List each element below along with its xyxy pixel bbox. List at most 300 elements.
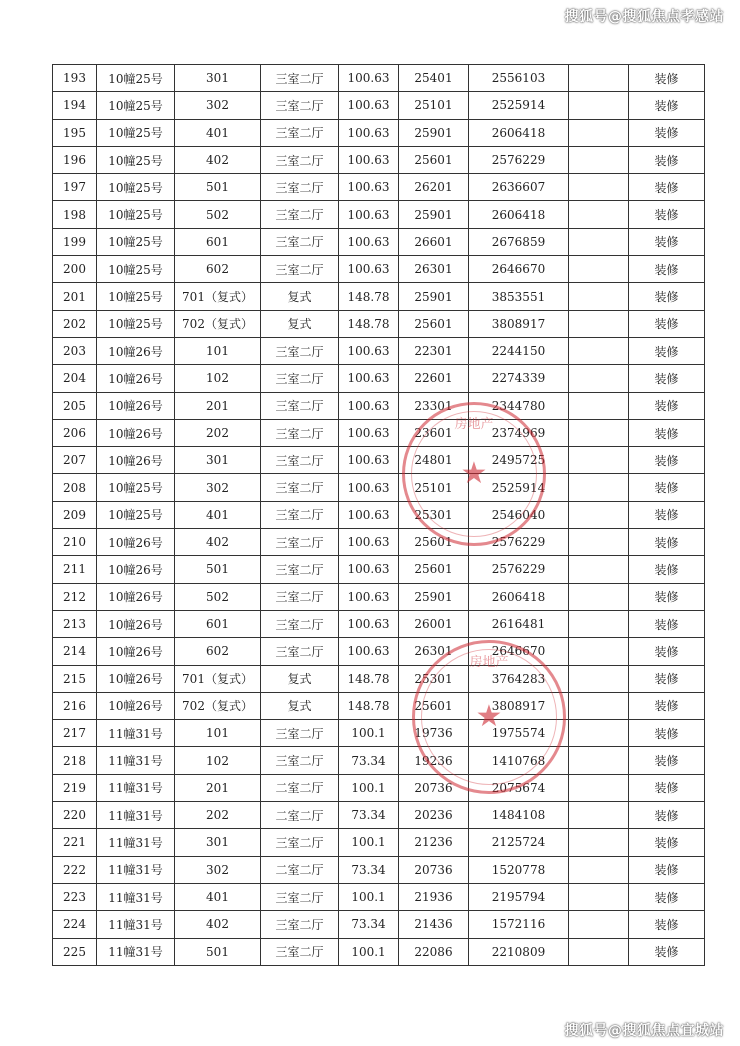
cell-price: 26601 <box>399 228 469 255</box>
cell-decoration: 装修 <box>629 665 705 692</box>
cell-no: 208 <box>53 474 97 501</box>
table-row <box>53 92 705 119</box>
cell-price: 25101 <box>399 92 469 119</box>
cell-total: 1410768 <box>469 747 569 774</box>
cell-building: 11幢31号 <box>97 720 175 747</box>
cell-total: 3764283 <box>469 665 569 692</box>
table-row <box>53 447 705 474</box>
cell-area: 100.63 <box>339 583 399 610</box>
cell-total: 1520778 <box>469 856 569 883</box>
cell-room: 701（复式） <box>175 665 261 692</box>
cell-no: 209 <box>53 501 97 528</box>
cell-area: 100.63 <box>339 146 399 173</box>
cell-building: 10幢25号 <box>97 201 175 228</box>
cell-no: 214 <box>53 638 97 665</box>
cell-type: 三室二厅 <box>261 720 339 747</box>
cell-total: 2646670 <box>469 256 569 283</box>
cell-total: 2606418 <box>469 119 569 146</box>
cell-total: 2495725 <box>469 447 569 474</box>
table-row <box>53 856 705 883</box>
cell-room: 102 <box>175 365 261 392</box>
cell-price: 25601 <box>399 692 469 719</box>
cell-room: 202 <box>175 802 261 829</box>
cell-building: 10幢25号 <box>97 174 175 201</box>
cell-no: 220 <box>53 802 97 829</box>
cell-decoration: 装修 <box>629 774 705 801</box>
cell-blank <box>569 911 629 938</box>
cell-type: 三室二厅 <box>261 638 339 665</box>
cell-total: 1484108 <box>469 802 569 829</box>
cell-blank <box>569 228 629 255</box>
cell-total: 3808917 <box>469 692 569 719</box>
table-row <box>53 419 705 446</box>
cell-building: 10幢25号 <box>97 501 175 528</box>
watermark-bottom: 搜狐号@搜狐焦点宜城站 <box>564 1023 724 1039</box>
cell-type: 三室二厅 <box>261 119 339 146</box>
cell-total: 2676859 <box>469 228 569 255</box>
cell-area: 100.63 <box>339 419 399 446</box>
cell-area: 100.63 <box>339 392 399 419</box>
cell-type: 复式 <box>261 665 339 692</box>
cell-type: 三室二厅 <box>261 146 339 173</box>
cell-type: 三室二厅 <box>261 529 339 556</box>
cell-decoration: 装修 <box>629 529 705 556</box>
cell-type: 三室二厅 <box>261 883 339 910</box>
cell-room: 401 <box>175 501 261 528</box>
cell-type: 三室二厅 <box>261 501 339 528</box>
cell-building: 10幢26号 <box>97 610 175 637</box>
cell-area: 100.63 <box>339 556 399 583</box>
table-row <box>53 747 705 774</box>
table-row <box>53 65 705 92</box>
cell-no: 221 <box>53 829 97 856</box>
cell-total: 2195794 <box>469 883 569 910</box>
cell-decoration: 装修 <box>629 692 705 719</box>
cell-total: 2636607 <box>469 174 569 201</box>
cell-type: 二室二厅 <box>261 802 339 829</box>
cell-no: 223 <box>53 883 97 910</box>
cell-decoration: 装修 <box>629 146 705 173</box>
cell-building: 10幢25号 <box>97 474 175 501</box>
cell-decoration: 装修 <box>629 92 705 119</box>
cell-total: 2344780 <box>469 392 569 419</box>
cell-blank <box>569 392 629 419</box>
cell-area: 100.63 <box>339 638 399 665</box>
table-row <box>53 583 705 610</box>
cell-area: 100.1 <box>339 774 399 801</box>
cell-area: 100.63 <box>339 447 399 474</box>
cell-type: 二室二厅 <box>261 856 339 883</box>
cell-type: 三室二厅 <box>261 747 339 774</box>
cell-room: 502 <box>175 583 261 610</box>
cell-blank <box>569 474 629 501</box>
red-seal-upper <box>402 402 546 546</box>
cell-decoration: 装修 <box>629 228 705 255</box>
table-row <box>53 174 705 201</box>
cell-building: 11幢31号 <box>97 747 175 774</box>
table-row <box>53 720 705 747</box>
cell-decoration: 装修 <box>629 119 705 146</box>
cell-no: 204 <box>53 365 97 392</box>
cell-type: 三室二厅 <box>261 911 339 938</box>
cell-price: 25301 <box>399 501 469 528</box>
cell-price: 20736 <box>399 774 469 801</box>
cell-no: 224 <box>53 911 97 938</box>
cell-total: 3808917 <box>469 310 569 337</box>
cell-blank <box>569 365 629 392</box>
cell-blank <box>569 65 629 92</box>
cell-decoration: 装修 <box>629 802 705 829</box>
cell-building: 11幢31号 <box>97 774 175 801</box>
cell-decoration: 装修 <box>629 337 705 364</box>
cell-no: 196 <box>53 146 97 173</box>
cell-no: 194 <box>53 92 97 119</box>
table-row <box>53 938 705 965</box>
cell-type: 三室二厅 <box>261 92 339 119</box>
cell-decoration: 装修 <box>629 174 705 201</box>
cell-price: 26201 <box>399 174 469 201</box>
cell-building: 10幢26号 <box>97 529 175 556</box>
table-row <box>53 529 705 556</box>
cell-area: 100.63 <box>339 365 399 392</box>
cell-room: 702（复式） <box>175 310 261 337</box>
cell-building: 11幢31号 <box>97 856 175 883</box>
table-row <box>53 911 705 938</box>
cell-decoration: 装修 <box>629 365 705 392</box>
cell-area: 100.63 <box>339 529 399 556</box>
cell-decoration: 装修 <box>629 419 705 446</box>
cell-area: 100.1 <box>339 883 399 910</box>
cell-blank <box>569 501 629 528</box>
cell-room: 601 <box>175 610 261 637</box>
cell-price: 25301 <box>399 665 469 692</box>
cell-price: 25601 <box>399 310 469 337</box>
cell-room: 501 <box>175 938 261 965</box>
cell-price: 20736 <box>399 856 469 883</box>
cell-room: 201 <box>175 392 261 419</box>
cell-no: 219 <box>53 774 97 801</box>
cell-area: 73.34 <box>339 856 399 883</box>
cell-area: 100.63 <box>339 201 399 228</box>
cell-area: 100.63 <box>339 610 399 637</box>
cell-total: 2616481 <box>469 610 569 637</box>
cell-type: 复式 <box>261 692 339 719</box>
cell-decoration: 装修 <box>629 310 705 337</box>
cell-area: 100.63 <box>339 174 399 201</box>
cell-price: 21436 <box>399 911 469 938</box>
cell-no: 193 <box>53 65 97 92</box>
cell-room: 701（复式） <box>175 283 261 310</box>
table-row <box>53 119 705 146</box>
red-seal-lower <box>412 640 566 794</box>
table-row <box>53 665 705 692</box>
cell-price: 22601 <box>399 365 469 392</box>
cell-building: 10幢26号 <box>97 447 175 474</box>
cell-blank <box>569 692 629 719</box>
cell-no: 205 <box>53 392 97 419</box>
cell-building: 10幢26号 <box>97 556 175 583</box>
cell-total: 2374969 <box>469 419 569 446</box>
cell-price: 21236 <box>399 829 469 856</box>
cell-room: 501 <box>175 174 261 201</box>
table-row <box>53 337 705 364</box>
cell-blank <box>569 883 629 910</box>
cell-type: 三室二厅 <box>261 228 339 255</box>
cell-no: 218 <box>53 747 97 774</box>
cell-price: 22086 <box>399 938 469 965</box>
cell-blank <box>569 610 629 637</box>
cell-total: 2244150 <box>469 337 569 364</box>
cell-price: 21936 <box>399 883 469 910</box>
cell-total: 2606418 <box>469 201 569 228</box>
cell-total: 2075674 <box>469 774 569 801</box>
cell-total: 2576229 <box>469 529 569 556</box>
cell-room: 301 <box>175 447 261 474</box>
cell-decoration: 装修 <box>629 501 705 528</box>
cell-room: 502 <box>175 201 261 228</box>
cell-area: 73.34 <box>339 802 399 829</box>
cell-blank <box>569 337 629 364</box>
cell-blank <box>569 938 629 965</box>
cell-room: 301 <box>175 65 261 92</box>
cell-building: 10幢26号 <box>97 365 175 392</box>
cell-total: 2210809 <box>469 938 569 965</box>
cell-room: 401 <box>175 119 261 146</box>
cell-building: 10幢26号 <box>97 337 175 364</box>
cell-building: 10幢25号 <box>97 92 175 119</box>
cell-price: 25101 <box>399 474 469 501</box>
cell-total: 2556103 <box>469 65 569 92</box>
cell-blank <box>569 747 629 774</box>
cell-no: 195 <box>53 119 97 146</box>
cell-no: 198 <box>53 201 97 228</box>
cell-price: 25401 <box>399 65 469 92</box>
cell-room: 501 <box>175 556 261 583</box>
cell-blank <box>569 146 629 173</box>
cell-decoration: 装修 <box>629 447 705 474</box>
cell-building: 10幢25号 <box>97 146 175 173</box>
cell-price: 23301 <box>399 392 469 419</box>
cell-type: 三室二厅 <box>261 474 339 501</box>
cell-type: 三室二厅 <box>261 938 339 965</box>
cell-room: 101 <box>175 720 261 747</box>
cell-area: 100.63 <box>339 65 399 92</box>
cell-area: 100.63 <box>339 119 399 146</box>
cell-price: 25601 <box>399 556 469 583</box>
cell-room: 602 <box>175 638 261 665</box>
cell-type: 三室二厅 <box>261 829 339 856</box>
cell-price: 25901 <box>399 283 469 310</box>
cell-no: 212 <box>53 583 97 610</box>
cell-no: 197 <box>53 174 97 201</box>
table-row <box>53 365 705 392</box>
cell-no: 199 <box>53 228 97 255</box>
cell-area: 100.1 <box>339 938 399 965</box>
cell-total: 2576229 <box>469 146 569 173</box>
cell-decoration: 装修 <box>629 392 705 419</box>
cell-area: 148.78 <box>339 692 399 719</box>
table-row <box>53 310 705 337</box>
cell-area: 148.78 <box>339 665 399 692</box>
cell-area: 73.34 <box>339 747 399 774</box>
cell-no: 210 <box>53 529 97 556</box>
cell-price: 25901 <box>399 201 469 228</box>
cell-total: 2525914 <box>469 92 569 119</box>
star-icon: ★ <box>460 456 488 491</box>
cell-type: 三室二厅 <box>261 365 339 392</box>
cell-price: 25901 <box>399 119 469 146</box>
cell-decoration: 装修 <box>629 583 705 610</box>
table-row <box>53 256 705 283</box>
cell-blank <box>569 256 629 283</box>
cell-building: 11幢31号 <box>97 938 175 965</box>
cell-building: 10幢25号 <box>97 119 175 146</box>
cell-building: 11幢31号 <box>97 802 175 829</box>
cell-room: 401 <box>175 883 261 910</box>
table-row <box>53 883 705 910</box>
cell-price: 23601 <box>399 419 469 446</box>
cell-decoration: 装修 <box>629 829 705 856</box>
cell-building: 10幢26号 <box>97 392 175 419</box>
table-row <box>53 774 705 801</box>
cell-price: 20236 <box>399 802 469 829</box>
cell-room: 302 <box>175 856 261 883</box>
cell-total: 2274339 <box>469 365 569 392</box>
cell-decoration: 装修 <box>629 856 705 883</box>
cell-no: 222 <box>53 856 97 883</box>
cell-building: 10幢25号 <box>97 65 175 92</box>
cell-building: 10幢25号 <box>97 310 175 337</box>
table-row <box>53 692 705 719</box>
cell-area: 100.1 <box>339 829 399 856</box>
cell-total: 1572116 <box>469 911 569 938</box>
cell-total: 2125724 <box>469 829 569 856</box>
cell-blank <box>569 174 629 201</box>
cell-blank <box>569 201 629 228</box>
cell-blank <box>569 665 629 692</box>
cell-type: 三室二厅 <box>261 337 339 364</box>
cell-area: 100.63 <box>339 256 399 283</box>
cell-decoration: 装修 <box>629 638 705 665</box>
cell-no: 206 <box>53 419 97 446</box>
cell-no: 201 <box>53 283 97 310</box>
cell-type: 三室二厅 <box>261 392 339 419</box>
cell-blank <box>569 583 629 610</box>
cell-total: 1975574 <box>469 720 569 747</box>
cell-building: 11幢31号 <box>97 883 175 910</box>
cell-type: 三室二厅 <box>261 201 339 228</box>
cell-decoration: 装修 <box>629 201 705 228</box>
cell-price: 22301 <box>399 337 469 364</box>
cell-type: 三室二厅 <box>261 610 339 637</box>
cell-room: 102 <box>175 747 261 774</box>
cell-type: 复式 <box>261 310 339 337</box>
cell-no: 217 <box>53 720 97 747</box>
cell-no: 225 <box>53 938 97 965</box>
cell-no: 216 <box>53 692 97 719</box>
cell-building: 10幢26号 <box>97 419 175 446</box>
cell-type: 三室二厅 <box>261 256 339 283</box>
cell-decoration: 装修 <box>629 911 705 938</box>
table-row <box>53 228 705 255</box>
cell-blank <box>569 310 629 337</box>
cell-area: 100.63 <box>339 92 399 119</box>
cell-blank <box>569 856 629 883</box>
cell-type: 三室二厅 <box>261 556 339 583</box>
cell-blank <box>569 529 629 556</box>
cell-total: 2525914 <box>469 474 569 501</box>
cell-room: 302 <box>175 474 261 501</box>
cell-price: 26301 <box>399 256 469 283</box>
cell-room: 402 <box>175 146 261 173</box>
cell-blank <box>569 92 629 119</box>
table-row <box>53 501 705 528</box>
table-row <box>53 146 705 173</box>
cell-no: 213 <box>53 610 97 637</box>
cell-no: 207 <box>53 447 97 474</box>
cell-building: 11幢31号 <box>97 829 175 856</box>
cell-price: 26301 <box>399 638 469 665</box>
cell-area: 100.63 <box>339 501 399 528</box>
cell-price: 19236 <box>399 747 469 774</box>
cell-room: 601 <box>175 228 261 255</box>
cell-type: 二室二厅 <box>261 774 339 801</box>
cell-blank <box>569 556 629 583</box>
seal-lower-text: 房地产 <box>469 655 509 670</box>
cell-price: 25601 <box>399 146 469 173</box>
cell-decoration: 装修 <box>629 720 705 747</box>
cell-no: 211 <box>53 556 97 583</box>
cell-blank <box>569 720 629 747</box>
cell-price: 19736 <box>399 720 469 747</box>
cell-building: 10幢26号 <box>97 638 175 665</box>
cell-type: 三室二厅 <box>261 447 339 474</box>
cell-room: 301 <box>175 829 261 856</box>
cell-price: 24801 <box>399 447 469 474</box>
cell-blank <box>569 638 629 665</box>
cell-blank <box>569 447 629 474</box>
cell-decoration: 装修 <box>629 256 705 283</box>
price-table <box>52 64 705 966</box>
cell-building: 11幢31号 <box>97 911 175 938</box>
table-row <box>53 201 705 228</box>
cell-decoration: 装修 <box>629 938 705 965</box>
cell-area: 100.1 <box>339 720 399 747</box>
cell-blank <box>569 119 629 146</box>
cell-decoration: 装修 <box>629 610 705 637</box>
cell-room: 202 <box>175 419 261 446</box>
table-row <box>53 392 705 419</box>
cell-blank <box>569 829 629 856</box>
seal-upper-text: 房地产 <box>454 417 494 432</box>
cell-price: 25601 <box>399 529 469 556</box>
cell-decoration: 装修 <box>629 556 705 583</box>
cell-room: 101 <box>175 337 261 364</box>
cell-area: 148.78 <box>339 310 399 337</box>
cell-type: 三室二厅 <box>261 174 339 201</box>
table-body <box>53 65 705 966</box>
cell-decoration: 装修 <box>629 65 705 92</box>
cell-area: 148.78 <box>339 283 399 310</box>
cell-total: 3853551 <box>469 283 569 310</box>
cell-type: 三室二厅 <box>261 583 339 610</box>
cell-decoration: 装修 <box>629 747 705 774</box>
watermark-top: 搜狐号@搜狐焦点孝感站 <box>564 9 724 25</box>
cell-total: 2646670 <box>469 638 569 665</box>
cell-blank <box>569 283 629 310</box>
cell-room: 402 <box>175 529 261 556</box>
cell-blank <box>569 802 629 829</box>
